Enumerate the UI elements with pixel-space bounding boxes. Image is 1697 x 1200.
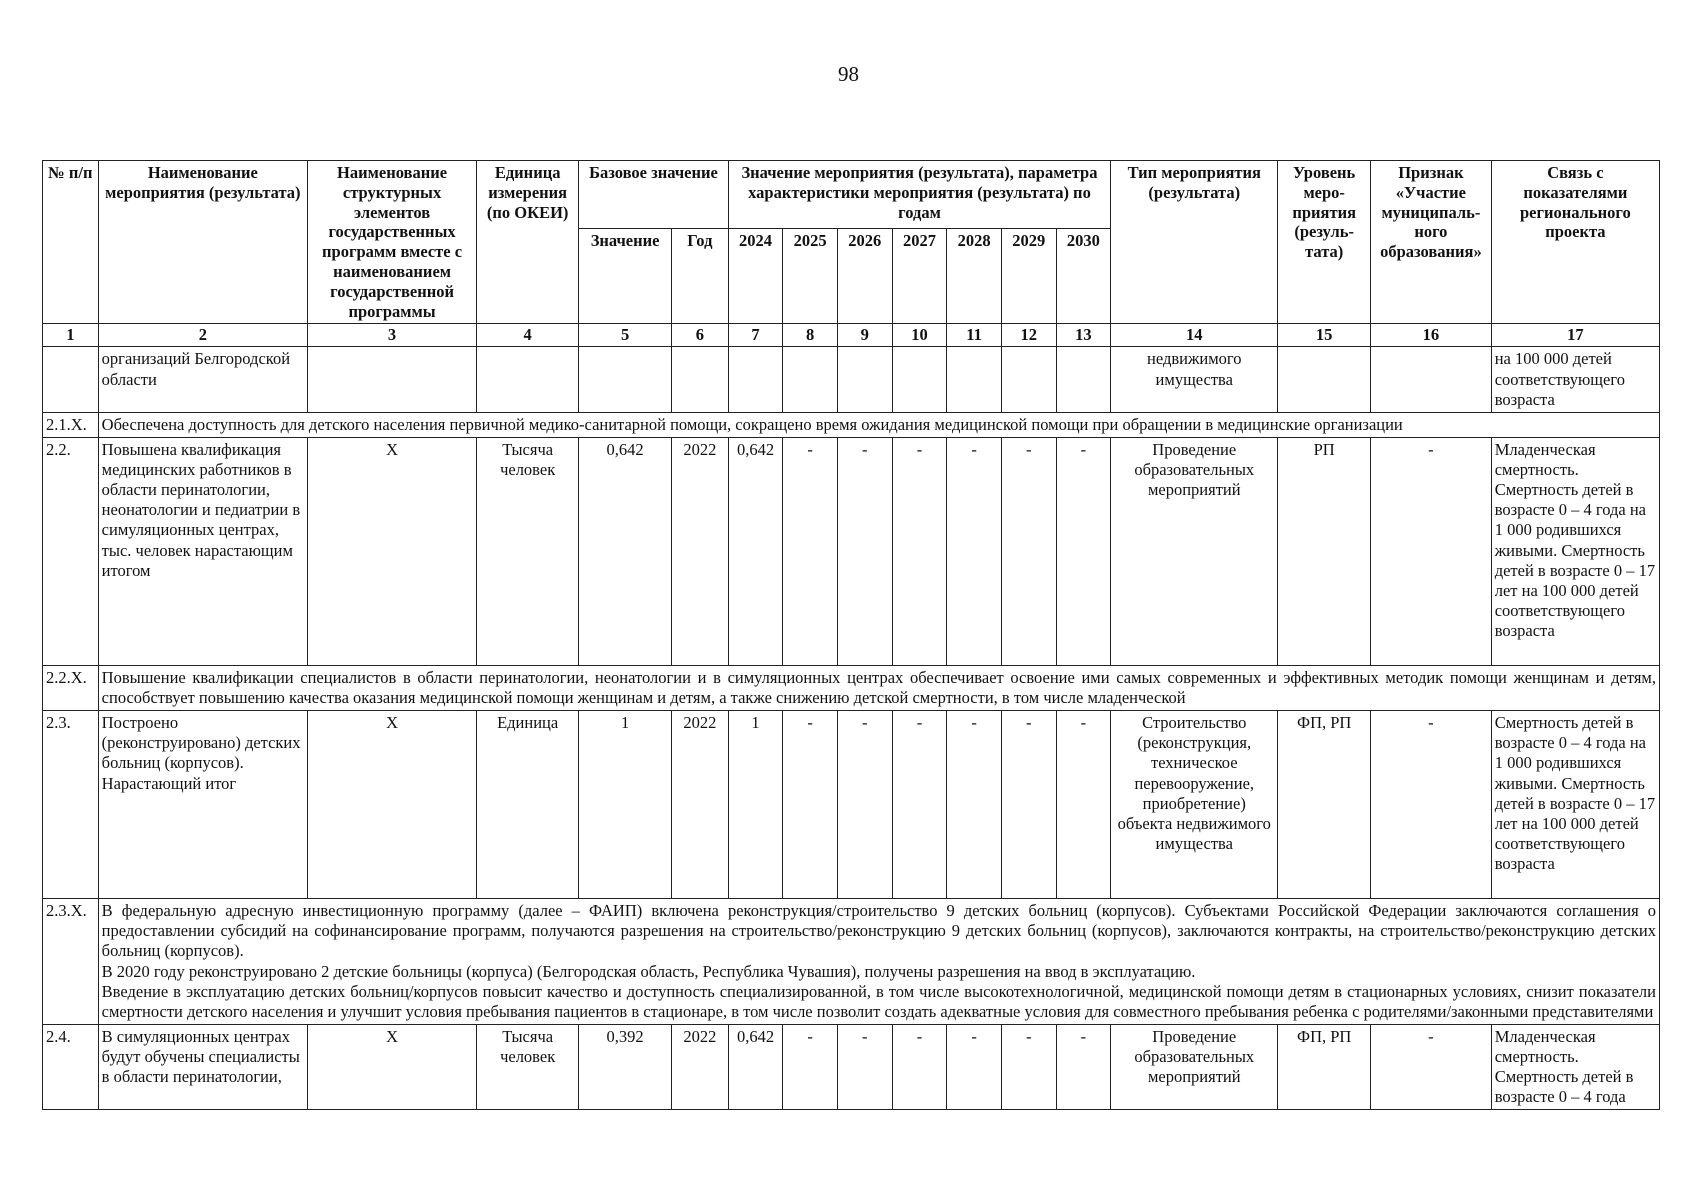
header-link: Связь с показателями регионального проекта [1491,161,1659,324]
table-row [43,437,1660,665]
activity-name: Повышена квалификация медицинских работников в области перинатологии, неонатологии и педиатрии в симуляционных центрах, тыс. человек нарастающим итогом [98,437,307,665]
activity-type: недвижимого имущества [1111,347,1278,412]
header-year-2029: 2029 [1001,229,1056,324]
table-row [43,711,1660,899]
column-number: 17 [1491,324,1659,347]
header-year-2030: 2030 [1056,229,1111,324]
value-2028: - [947,437,1002,665]
value-2028: - [947,1024,1002,1110]
header-struct: Наименование структурных элементов государственных программ вместе с наименованием государственной программы [308,161,477,324]
value-2026: - [837,1024,892,1110]
column-number: 14 [1111,324,1278,347]
column-number: 11 [947,324,1002,347]
activity-type: Строительство (реконструкция, техническое перевооружение, приобретение) объекта недвижимого имущества [1111,711,1278,899]
header-year-2027: 2027 [892,229,947,324]
column-number: 7 [728,324,783,347]
value-2024: 1 [728,711,783,899]
value-2024: 0,642 [728,437,783,665]
unit: Тысяча человек [477,437,579,665]
column-number: 12 [1001,324,1056,347]
table-row [43,347,1660,412]
value-2029: - [1001,1024,1056,1110]
activity-type: Проведение образовательных мероприятий [1111,437,1278,665]
header-type: Тип мероприятия (результата) [1111,161,1278,324]
table-row [43,1024,1660,1110]
column-number: 16 [1371,324,1492,347]
regional-project-table [42,160,1660,1110]
value-2025: - [783,1024,838,1110]
header-level: Уровень меро-приятия (резуль-тата) [1278,161,1371,324]
row-number: 2.2.X. [43,665,99,710]
activity-name: организаций Белгородской области [98,347,307,412]
row-number: 2.3. [43,711,99,899]
activity-type: Проведение образовательных мероприятий [1111,1024,1278,1110]
header-unit: Единица измерения (по ОКЕИ) [477,161,579,324]
struct-element: X [308,437,477,665]
note-text: Обеспечена доступность для детского населения первичной медико-санитарной помощи, сокращено время ожидания медицинской помощи при обращении в медицинские организации [98,412,1659,437]
value-2025: - [783,437,838,665]
row-number: 2.2. [43,437,99,665]
value-2027: - [892,1024,947,1110]
row-number: 2.1.X. [43,412,99,437]
column-number: 15 [1278,324,1371,347]
column-number: 2 [98,324,307,347]
note-text: Повышение квалификации специалистов в области перинатологии, неонатологии и в симуляционных центрах обеспечивает освоение ими самых современных и эффективных методик помощи женщинам и детям, способствует повышению качества оказания медицинской помощи женщинам и детям, а также снижению детской смертности, в том числе младенческой [98,665,1659,710]
note-paragraph: В федеральную адресную инвестиционную программу (далее – ФАИП) включена реконструкция/строительство 9 детских больниц (корпусов). Субъектами Российской Федерации заключаются соглашения о предоставлении субсидий на софинансирование программ, получаются разрешения на строительство/реконструкцию 9 детских больниц (корпусов), заключаются контракты, на строительство/реконструкцию детских больниц (корпусов). [101,901,1656,961]
value-2026: - [837,437,892,665]
value-2027: - [892,437,947,665]
value-2030: - [1056,1024,1111,1110]
header-num: № п/п [43,161,99,324]
value-2030: - [1056,711,1111,899]
indicator-link: Смертность детей в возрасте 0 – 4 года на 1 000 родившихся живыми. Смертность детей в возрасте 0 – 17 лет на 100 000 детей соответствующего возраста [1491,711,1659,899]
struct-element: X [308,1024,477,1110]
activity-name: Построено (реконструировано) детских больниц (корпусов). Нарастающий итог [98,711,307,899]
activity-level: ФП, РП [1278,711,1371,899]
column-number: 8 [783,324,838,347]
base-year: 2022 [671,437,728,665]
column-number-row [43,324,1660,347]
value-2025: - [783,711,838,899]
header-year-2026: 2026 [837,229,892,324]
activity-level: ФП, РП [1278,1024,1371,1110]
row-number: 2.4. [43,1024,99,1110]
value-2030: - [1056,437,1111,665]
column-number: 6 [671,324,728,347]
indicator-link: Младенческая смертность. Смертность детей в возрасте 0 – 4 года на 1 000 родившихся живыми. Смертность детей в возрасте 0 – 17 лет на 100 000 детей соответствующего возраста [1491,437,1659,665]
header-row-1 [43,161,1660,229]
header-name: Наименование мероприятия (результата) [98,161,307,324]
row-number: 2.3.X. [43,899,99,1025]
base-year: 2022 [671,711,728,899]
table-row-note [43,665,1660,710]
column-number: 1 [43,324,99,347]
base-year: 2022 [671,1024,728,1110]
page-number: 98 [838,62,859,86]
struct-element: X [308,711,477,899]
table-row-note [43,412,1660,437]
indicator-link: на 100 000 детей соответствующего возраста [1491,347,1659,412]
value-2027: - [892,711,947,899]
header-year-2028: 2028 [947,229,1002,324]
header-years-group: Значение мероприятия (результата), параметра характеристики мероприятия (результата) по годам [728,161,1111,229]
base-value: 0,392 [579,1024,672,1110]
note-text [98,899,1659,1025]
value-2029: - [1001,711,1056,899]
indicator-link: Младенческая смертность. Смертность детей в возрасте 0 – 4 года [1491,1024,1659,1110]
municipal-flag: - [1371,437,1492,665]
value-2029: - [1001,437,1056,665]
header-year-2025: 2025 [783,229,838,324]
header-municipal: Признак «Участие муниципаль-ного образования» [1371,161,1492,324]
base-value: 1 [579,711,672,899]
unit: Единица [477,711,579,899]
note-paragraph: В 2020 году реконструировано 2 детские больницы (корпуса) (Белгородская область, Республика Чувашия), получены разрешения на ввод в эксплуатацию. [101,961,1196,981]
value-2028: - [947,711,1002,899]
table-row-note [43,899,1660,1025]
note-paragraph: Введение в эксплуатацию детских больниц/корпусов повысит качество и доступность специализированной, в том числе высокотехнологичной, медицинской помощи детям в стационарных условиях, снизит показатели смертности детского населения и улучшит условия пребывания пациентов в стационаре, в том числе позволит создать адекватные условия для совместного пребывания ребенка с родителями/законными представителями [101,981,1656,1021]
column-number: 5 [579,324,672,347]
activity-level: РП [1278,437,1371,665]
column-number: 13 [1056,324,1111,347]
header-base-group: Базовое значение [579,161,729,229]
base-value: 0,642 [579,437,672,665]
header-base-value: Значение [579,229,672,324]
municipal-flag: - [1371,1024,1492,1110]
header-base-year: Год [671,229,728,324]
municipal-flag: - [1371,711,1492,899]
value-2024: 0,642 [728,1024,783,1110]
unit: Тысяча человек [477,1024,579,1110]
column-number: 9 [837,324,892,347]
header-year-2024: 2024 [728,229,783,324]
activity-name: В симуляционных центрах будут обучены специалисты в области перинатологии, [98,1024,307,1110]
column-number: 4 [477,324,579,347]
column-number: 10 [892,324,947,347]
value-2026: - [837,711,892,899]
column-number: 3 [308,324,477,347]
